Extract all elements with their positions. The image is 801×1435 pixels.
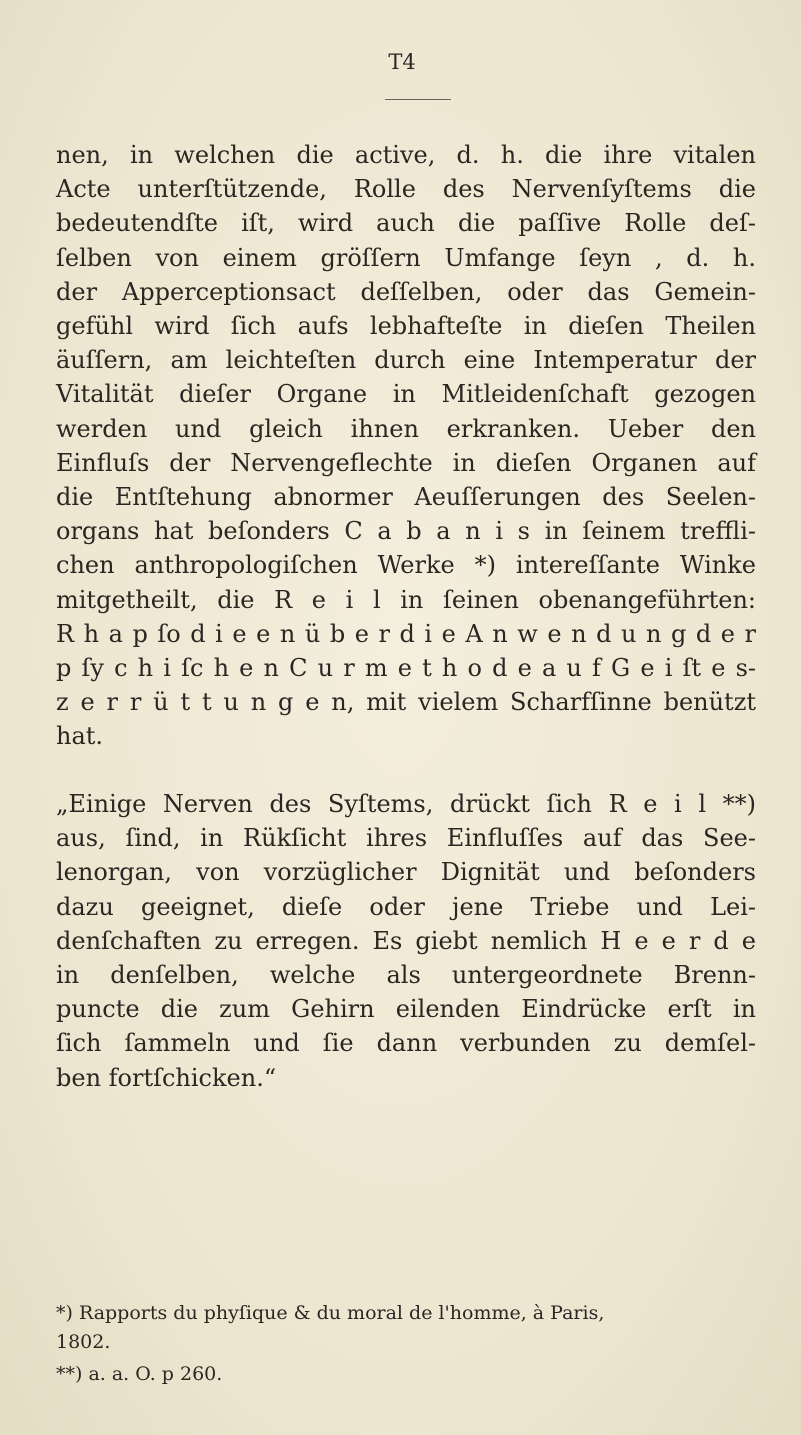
text-line: bedeutendſte iſt, wird auch die paſſive Rolle deſ- — [56, 209, 756, 238]
text-line: ſelben von einem gröſſern Umfange ſeyn , d. h. — [56, 243, 756, 272]
text-line: aus, ſind, in Rükſicht ihres Einfluſſes auf das See- — [56, 824, 756, 853]
text-line: Vitalität dieſer Organe in Mitleidenſchaft gezogen — [56, 380, 756, 409]
page-number-rule — [385, 99, 451, 100]
text-line: ſich ſammeln und ſie dann verbunden zu demſel- — [56, 1029, 756, 1058]
footnote-line: 1802. — [56, 1331, 111, 1353]
text-line: p ſy c h i ſc h e n C u r m e t h o d e a u f G e i ſt e s- — [56, 654, 756, 683]
text-line: R h a p ſo d i e e n ü b e r d i e A n w e n d u n g d e r — [56, 619, 756, 648]
text-line: äuſſern, am leichteſten durch eine Intemperatur der — [56, 346, 756, 375]
text-line: nen, in welchen die active, d. h. die ihre vitalen — [56, 141, 756, 169]
paragraph-2 — [56, 787, 756, 1095]
text-line: chen anthropologiſchen Werke *) intereſſante Winke — [56, 551, 756, 580]
page-number: T4 — [388, 50, 416, 74]
text-line: „Einige Nerven des Syſtems, drückt ſich R e i l **) — [56, 790, 756, 818]
footnote-2 — [56, 1361, 756, 1387]
text-line: gefühl wird ſich aufs lebhafteſte in dieſen Theilen — [56, 312, 756, 341]
text-line: denſchaften zu erregen. Es giebt nemlich H e e r d e — [56, 926, 756, 955]
text-line: Acte unterſtützende, Rolle des Nervenſyſtems die — [56, 175, 756, 204]
text-line: z e r r ü t t u n g e n, mit vielem Scharfſinne benützt — [56, 688, 756, 717]
text-line: dazu geeignet, dieſe oder jene Triebe und Lei- — [56, 892, 756, 921]
text-line: lenorgan, von vorzüglicher Dignität und beſonders — [56, 858, 756, 887]
text-line: werden und gleich ihnen erkranken. Ueber den — [56, 414, 756, 443]
text-line: in denſelben, welche als untergeordnete Brenn- — [56, 961, 756, 990]
footnote-line: *) Rapports du phyſique & du moral de l'homme, à Paris, — [56, 1302, 605, 1324]
paragraph-1 — [56, 138, 756, 754]
text-line: mitgetheilt, die R e i l in ſeinen obenangeführten: — [56, 585, 756, 614]
text-line: organs hat beſonders C a b a n i s in ſeinem treffli- — [56, 517, 756, 546]
text-line: der Apperceptionsact deſſelben, oder das Gemein- — [56, 277, 756, 306]
text-line: puncte die zum Gehirn eilenden Eindrücke erſt in — [56, 995, 756, 1024]
text-line: hat. — [56, 722, 104, 751]
text-line: ben fortſchicken.“ — [56, 1063, 277, 1092]
text-line: die Entſtehung abnormer Aeuſſerungen des Seelen- — [56, 483, 756, 512]
text-line: Einfluſs der Nervengeflechte in dieſen Organen auf — [56, 448, 756, 477]
footnote-line: **) a. a. O. p 260. — [56, 1363, 223, 1385]
